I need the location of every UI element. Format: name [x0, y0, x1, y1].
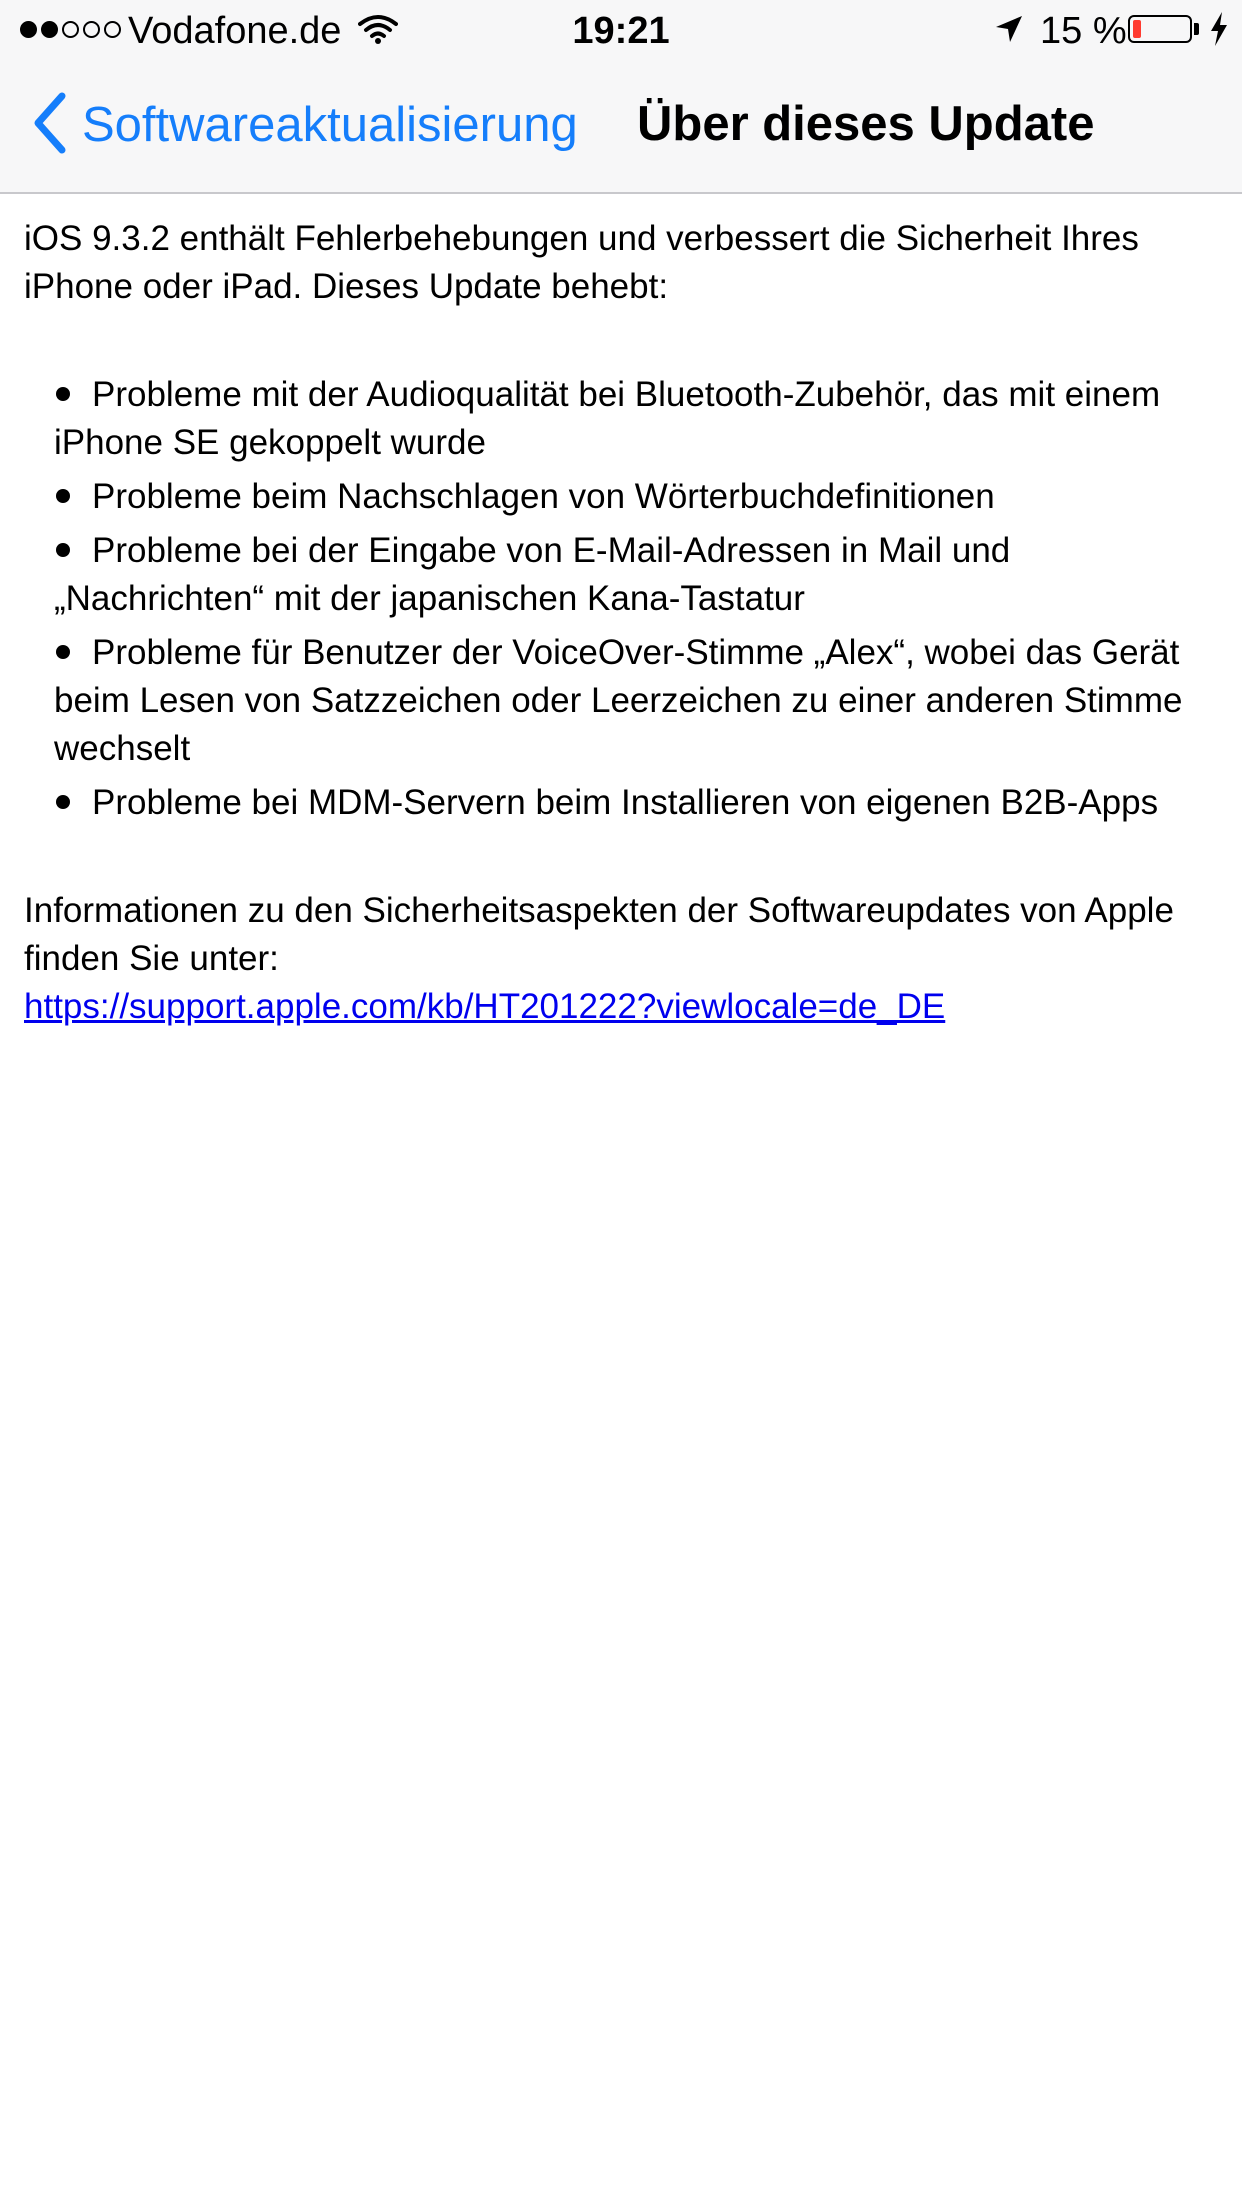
chevron-left-icon [30, 92, 68, 159]
list-item [54, 473, 1224, 521]
list-item-text: Probleme beim Nachschlagen von Wörterbuchdefinitionen [92, 477, 995, 516]
list-item [54, 629, 1224, 773]
list-item-text: Probleme bei der Eingabe von E-Mail-Adressen in Mail und „Nachrichten“ mit der japanischen Kana-Tastatur [54, 531, 1011, 618]
back-button[interactable] [30, 90, 578, 160]
bullet-icon [56, 387, 70, 401]
battery-cap [1194, 23, 1199, 35]
carrier-name: Vodafone.de [128, 10, 342, 52]
intro-text: iOS 9.3.2 enthält Fehlerbehebungen und verbessert die Sicherheit Ihres iPhone oder iPad. Dieses Update behebt: [24, 219, 1139, 306]
top-chrome [0, 0, 1242, 194]
page-title: Über dieses Update [637, 97, 1095, 151]
list-item-text: Probleme für Benutzer der VoiceOver-Stimme „Alex“, wobei das Gerät beim Lesen von Satzzeichen oder Leerzeichen zu einer anderen Stimme wechselt [54, 633, 1183, 768]
bullet-icon [56, 795, 70, 809]
battery-icon [1128, 15, 1192, 43]
update-notes [24, 215, 1224, 1031]
security-info-link[interactable]: https://support.apple.com/kb/HT201222?viewlocale=de_DE [24, 987, 946, 1026]
battery-level-fill [1133, 20, 1141, 38]
navigation-bar [0, 60, 1242, 192]
list-item [54, 779, 1224, 827]
status-bar [0, 0, 1242, 60]
list-item [54, 371, 1224, 467]
bullet-icon [56, 645, 70, 659]
status-time: 19:21 [572, 10, 670, 52]
charging-bolt-icon [1208, 12, 1230, 51]
security-info-label: Informationen zu den Sicherheitsaspekten der Softwareupdates von Apple finden Sie unter: [24, 891, 1174, 978]
list-item-text: Probleme mit der Audioqualität bei Bluetooth-Zubehör, das mit einem iPhone SE gekoppelt wurde [54, 375, 1161, 462]
battery-percentage: 15 % [1040, 10, 1127, 52]
security-info-text [24, 887, 1224, 1031]
list-item [54, 527, 1224, 623]
bullet-icon [56, 543, 70, 557]
fix-list [24, 371, 1224, 827]
bullet-icon [56, 489, 70, 503]
location-arrow-icon [994, 14, 1024, 49]
back-button-label: Softwareaktualisierung [82, 98, 578, 152]
list-item-text: Probleme bei MDM-Servern beim Installieren von eigenen B2B-Apps [92, 783, 1159, 822]
